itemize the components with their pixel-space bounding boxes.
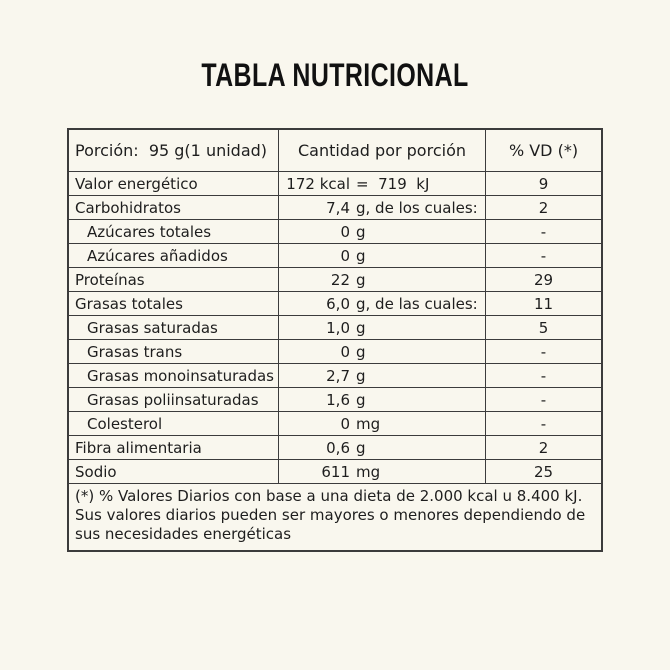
nutrient-vd: 5: [538, 318, 549, 337]
nutrient-vd: 9: [538, 174, 549, 193]
nutrient-value: 0: [340, 222, 350, 241]
nutrition-table: [67, 128, 603, 552]
nutrient-amount: [279, 268, 486, 291]
nutrient-label: Grasas saturadas: [69, 316, 279, 339]
nutrient-amount: [279, 388, 486, 411]
table-row: [69, 412, 601, 436]
nutrient-label: Grasas totales: [69, 292, 279, 315]
nutrient-amount: [279, 220, 486, 243]
nutrient-unit: g: [356, 366, 366, 385]
nutrient-value: 0: [340, 246, 350, 265]
table-row: [69, 316, 601, 340]
nutrient-amount: [279, 412, 486, 435]
table-row: [69, 388, 601, 412]
nutrient-unit: g: [356, 318, 366, 337]
nutrient-value: 6,0: [326, 294, 350, 313]
table-header-row: [69, 130, 601, 172]
nutrient-vd: -: [540, 414, 547, 433]
nutrient-unit: g: [356, 342, 366, 361]
nutrient-unit: g, de las cuales:: [356, 294, 478, 313]
table-row: [69, 244, 601, 268]
nutrient-value: 1,6: [326, 390, 350, 409]
nutrient-label: Azúcares totales: [69, 220, 279, 243]
nutrient-value: 22: [330, 270, 350, 289]
nutrient-label: Grasas trans: [69, 340, 279, 363]
nutrient-label: Grasas monoinsaturadas: [69, 364, 279, 387]
nutrient-amount: [279, 292, 486, 315]
table-row: [69, 196, 601, 220]
nutrient-amount: [279, 316, 486, 339]
nutrient-value: 0,6: [326, 438, 350, 457]
nutrient-value: 2,7: [326, 366, 350, 385]
nutrient-vd: 25: [533, 462, 554, 481]
nutrient-label: Sodio: [69, 460, 279, 483]
nutrient-vd: 2: [538, 438, 549, 457]
nutrient-unit: g: [356, 270, 366, 289]
nutrient-amount: [279, 436, 486, 459]
nutrient-value: 1,0: [326, 318, 350, 337]
nutrient-unit: = 719 kJ: [356, 174, 430, 193]
table-row: [69, 292, 601, 316]
nutrient-vd: 11: [533, 294, 554, 313]
vd-header: % VD (*): [508, 141, 579, 160]
table-row: [69, 220, 601, 244]
nutrient-unit: g: [356, 222, 366, 241]
table-row: [69, 364, 601, 388]
nutrient-vd: 2: [538, 198, 549, 217]
nutrient-amount: [279, 364, 486, 387]
nutrient-vd: -: [540, 222, 547, 241]
nutrient-label: Carbohidratos: [69, 196, 279, 219]
nutrient-unit: g, de los cuales:: [356, 198, 478, 217]
table-row: [69, 340, 601, 364]
page-title: TABLA NUTRICIONAL: [201, 57, 469, 93]
nutrient-vd: -: [540, 390, 547, 409]
portion-header: Porción: 95 g(1 unidad): [69, 130, 279, 171]
amount-per-portion-header: Cantidad por porción: [279, 130, 486, 171]
nutrient-label: Colesterol: [69, 412, 279, 435]
nutrient-value: 0: [340, 342, 350, 361]
nutrient-amount: [279, 196, 486, 219]
nutrient-label: Fibra alimentaria: [69, 436, 279, 459]
nutrient-amount: [279, 340, 486, 363]
nutrient-label: Proteínas: [69, 268, 279, 291]
nutrient-vd: -: [540, 342, 547, 361]
nutrient-label: Valor energético: [69, 172, 279, 195]
nutrient-vd: 29: [533, 270, 554, 289]
nutrient-value: 611: [321, 462, 350, 481]
nutrient-unit: g: [356, 390, 366, 409]
nutrient-unit: mg: [356, 462, 381, 481]
nutrient-unit: g: [356, 438, 366, 457]
nutrient-amount: [279, 244, 486, 267]
nutrient-label: Grasas poliinsaturadas: [69, 388, 279, 411]
nutrient-amount: [279, 460, 486, 483]
nutrient-value: 0: [340, 414, 350, 433]
table-row: [69, 436, 601, 460]
nutrient-value: 172 kcal: [286, 174, 350, 193]
table-row: [69, 268, 601, 292]
nutrient-label: Azúcares añadidos: [69, 244, 279, 267]
nutrient-unit: g: [356, 246, 366, 265]
nutrient-vd: -: [540, 366, 547, 385]
table-row: [69, 460, 601, 484]
nutrient-unit: mg: [356, 414, 381, 433]
daily-values-footnote: (*) % Valores Diarios con base a una dieta de 2.000 kcal u 8.400 kJ. Sus valores diarios pueden ser mayores o menores dependiendo de sus necesidades energéticas: [75, 487, 586, 543]
table-row: [69, 172, 601, 196]
nutrient-amount: [279, 172, 486, 195]
nutrient-vd: -: [540, 246, 547, 265]
nutrient-value: 7,4: [326, 198, 350, 217]
